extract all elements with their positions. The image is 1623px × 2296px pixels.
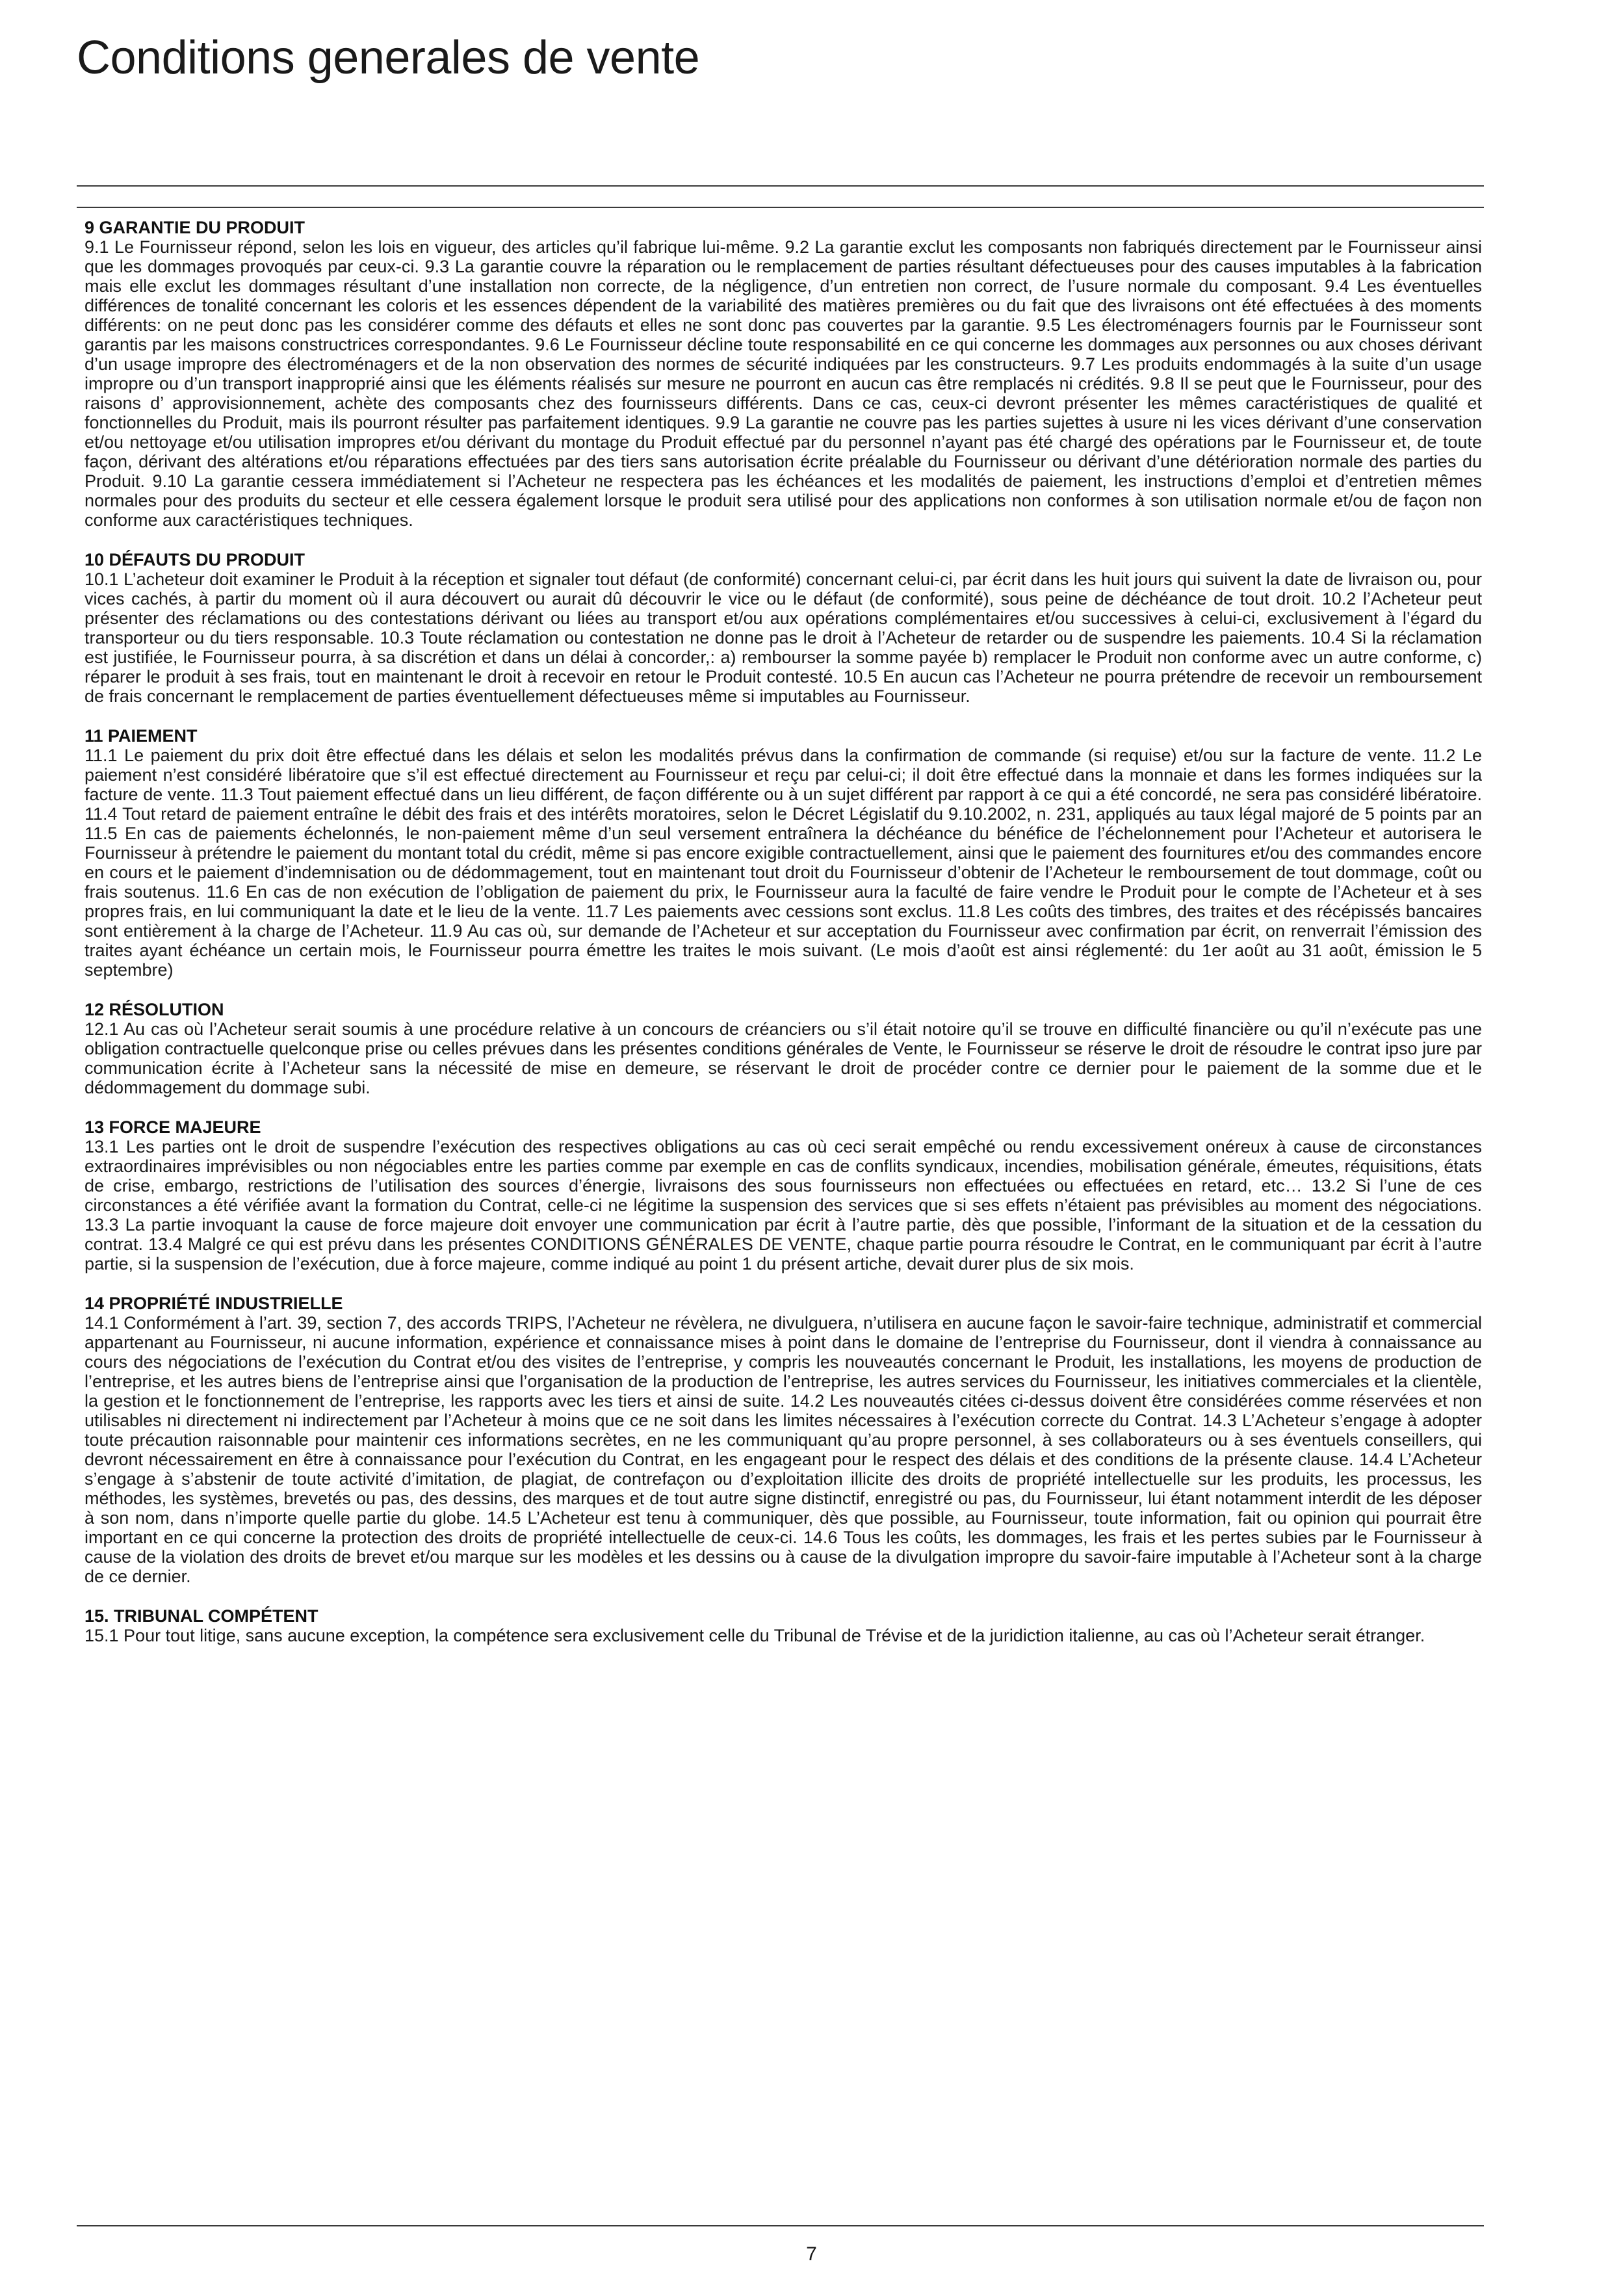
footer-divider — [77, 2225, 1484, 2226]
section-paiement — [84, 726, 1482, 980]
section-heading: 14 PROPRIÉTÉ INDUSTRIELLE — [84, 1294, 343, 1313]
section-heading: 12 RÉSOLUTION — [84, 1000, 224, 1019]
section-heading: 11 PAIEMENT — [84, 726, 198, 746]
page-title: Conditions generales de vente — [77, 32, 700, 84]
page-number: 7 — [806, 2243, 817, 2265]
section-heading: 10 DÉFAUTS DU PRODUIT — [84, 550, 305, 569]
section-propriete-industrielle — [84, 1294, 1482, 1586]
section-heading: 13 FORCE MAJEURE — [84, 1117, 261, 1137]
header-divider-bottom — [77, 207, 1484, 208]
section-heading: 9 GARANTIE DU PRODUIT — [84, 218, 305, 237]
section-garantie-du-produit — [84, 218, 1482, 530]
section-heading: 15. TRIBUNAL COMPÉTENT — [84, 1606, 318, 1626]
section-text: 11.1 Le paiement du prix doit être effectué dans les délais et selon les modalités prévus dans la confirmation de commande (si requise) et/ou sur la facture de vente. 11.2 Le paiement n’est considéré libératoire que s’il est effectué directement au Fournisseur et reçu par celui-ci; il doit être effectué dans la monnaie et dans les formes indiquées sur la facture de vente. 11.3 Tout paiement effectué dans un lieu différent, de façon différente ou à un sujet différent par rapport à ce qui a été concordé, ne sera pas considéré libératoire. 11.4 Tout retard de paiement entraîne le débit des frais et des intérêts moratoires, selon le Décret Législatif du 9.10.2002, n. 231, appliqués au taux légal majoré de 5 points par an 11.5 En cas de paiements échelonnés, le non-paiement même d’un seul versement entraînera la déchéance du bénéfice de l’échelonnement pour l’Acheteur et autorisera le Fournisseur à prétendre le paiement du montant total du crédit, même si pas encore exigible contractuellement, ainsi que le paiement des fournitures et/ou des commandes encore en cours et le paiement d’indemnisation ou de dédommagement, tout en maintenant tout droit du Fournisseur d’obtenir de l’Acheteur le remboursement de tout dommage, coût ou frais soutenus. 11.6 En cas de non exécution de l’obligation de paiement du prix, le Fournisseur aura la faculté de faire vendre le Produit pour le compte de l’Acheteur et à ses propres frais, en lui communiquant la date et le lieu de la vente. 11.7 Les paiements avec cessions sont exclus. 11.8 Les coûts des timbres, des traites et des récépissés bancaires sont entièrement à la charge de l’Acheteur. 11.9 Au cas où, sur demande de l’Acheteur et sur acceptation du Fournisseur avec confirmation par écrit, on renverrait l’émission des traites ayant échéance un certain mois, le Fournisseur pourra émettre les traites le mois suivant. (Le mois d’août est ainsi réglementé: du 1er août au 31 août, émission le 5 septembre) — [84, 746, 1482, 980]
section-defauts-du-produit — [84, 550, 1482, 706]
section-tribunal-competent — [84, 1606, 1482, 1645]
header-divider-top — [77, 185, 1484, 187]
section-text: 15.1 Pour tout litige, sans aucune exception, la compétence sera exclusivement celle du Tribunal de Trévise et de la juridiction italienne, au cas où l’Acheteur serait étranger. — [84, 1626, 1425, 1645]
section-text: 12.1 Au cas où l’Acheteur serait soumis à une procédure relative à un concours de créanciers ou s’il était notoire qu’il se trouve en difficulté financière ou qu’il n’exécute pas une obligation contractuelle quelconque prise ou celles prévues dans les présentes conditions générales de Vente, le Fournisseur se réserve le droit de résoudre le contrat ipso jure par communication écrite à l’Acheteur sans la nécessité de mise en demeure, se réservant le droit de procéder contre ce dernier pour le paiement de la somme due et le dédommagement du dommage subi. — [84, 1019, 1482, 1097]
section-text: 10.1 L’acheteur doit examiner le Produit à la réception et signaler tout défaut (de conformité) concernant celui-ci, par écrit dans les huit jours qui suivent la date de livraison ou, pour vices cachés, à partir du moment où il aura découvert ou aurait dû découvrir le vice ou le défaut (de conformité), sous peine de déchéance de tout droit. 10.2 l’Acheteur peut présenter des réclamations ou des contestations dérivant ou liées au transport et/ou aux opérations complémentaires et/ou successives à celui-ci, exclusivement à l’égard du transporteur ou du tiers responsable. 10.3 Toute réclamation ou contestation ne donne pas le droit à l’Acheteur de retarder ou de suspendre les paiements. 10.4 Si la réclamation est justifiée, le Fournisseur pourra, à sa discrétion et dans un délai à concorder,: a) rembourser la somme payée b) remplacer le Produit non conforme avec un autre conforme, c) réparer le produit à ses frais, tout en maintenant le droit à recevoir en retour le Produit contesté. 10.5 En aucun cas l’Acheteur ne pourra prétendre de recevoir un remboursement de frais concernant le remplacement de parties éventuellement défectueuses même si imputables au Fournisseur. — [84, 569, 1482, 706]
section-text: 9.1 Le Fournisseur répond, selon les lois en vigueur, des articles qu’il fabrique lui-même. 9.2 La garantie exclut les composants non fabriqués directement par le Fournisseur ainsi que les dommages provoqués par ceux-ci. 9.3 La garantie couvre la réparation ou le remplacement de parties résultant défectueuses pour des causes imputables à la fabrication mais elle exclut les dommages résultant d’une installation non correcte, de la négligence, d’un entretien non correct, de l’usure normale du composant. 9.4 Les éventuelles différences de tonalité concernant les coloris et les essences dépendent de la variabilité des matières premières ou du fait que des livraisons ont été effectuées à des moments différents: on ne peut donc pas les considérer comme des défauts et elles ne sont donc pas couvertes par la garantie. 9.5 Les électroménagers fournis par le Fournisseur sont garantis par les maisons constructrices correspondantes. 9.6 Le Fournisseur décline toute responsabilité en ce qui concerne les dommages aux personnes ou aux choses dérivant d’un usage impropre des électroménagers et de la non observation des normes de sécurité indiquées par les constructeurs. 9.7 Les produits endommagés à la suite d’un usage impropre ou d’un transport inapproprié ainsi que les éléments réalisés sur mesure ne pourront en aucun cas être remplacés ni crédités. 9.8 Il se peut que le Fournisseur, pour des raisons d’ approvisionnement, achète des composants chez des fournisseurs différents. Dans ce cas, ceux-ci devront présenter les mêmes caractéristiques de qualité et fonctionnelles du Produit, mais ils pourront résulter pas parfaitement identiques. 9.9 La garantie ne couvre pas les parties sujettes à usure ni les vices dérivant d’une conservation et/ou nettoyage et/ou utilisation impropres et/ou dérivant du montage du Produit effectué par du personnel n’ayant pas été chargé des opérations par le Fournisseur et, de toute façon, dérivant des altérations et/ou réparations effectuées par des tiers sans autorisation écrite préalable du Fournisseur ou dérivant d’une détérioration normale des parties du Produit. 9.10 La garantie cessera immédiatement si l’Acheteur ne respectera pas les échéances et les modalités de paiement, les instructions d’emploi et d’entretien mêmes normales pour des produits du secteur et elle cessera également lorsque le produit sera utilisé pour des applications non conformes à son utilisation normale et/ou de façon non conforme aux caractéristiques techniques. — [84, 237, 1482, 530]
section-text: 14.1 Conformément à l’art. 39, section 7, des accords TRIPS, l’Acheteur ne révèlera, ne divulguera, n’utilisera en aucune façon le savoir-faire technique, administratif et commercial appartenant au Fournisseur, ni aucune information, expérience et connaissance mises à point dans le domaine de l’entreprise du Fournisseur, dont il viendra à connaissance au cours des négociations de l’exécution du Contrat et/ou des visites de l’entreprise, y compris les nouveautés concernant le Produit, les installations, les moyens de production de l’entreprise, et les autres biens de l’entreprise ainsi que l’organisation de la production de l’entreprise, les autres services du Fournisseur, les initiatives commerciales et la clientèle, la gestion et le fonctionnement de l’entreprise, les rapports avec les tiers et ainsi de suite. 14.2 Les nouveautés citées ci-dessus doivent être considérées comme réservées et non utilisables ni directement ni indirectement par l’Acheteur à moins que ce ne soit dans les limites nécessaires à l’exécution correcte du Contrat. 14.3 L’Acheteur s’engage à adopter toute précaution raisonnable pour maintenir ces informations secrètes, en ne les communiquant qu’au propre personnel, à ses collaborateurs ou à ses éventuels conseillers, qui devront nécessairement en être à connaissance pour l’exécution du Contrat, en les engageant pour le respect des délais et des conditions de la présente clause. 14.4 L’Acheteur s’engage à s’abstenir de toute activité d’imitation, de plagiat, de contrefaçon ou d’exploitation illicite des droits de propriété intellectuelle sur les produits, les processus, les méthodes, les systèmes, brevetés ou pas, des dessins, des marques et de tout autre signe distinctif, enregistré ou pas, du Fournisseur, lui étant notamment interdit de les déposer à son nom, dans n’importe quelle partie du globe. 14.5 L’Acheteur est tenu à communiquer, dès que possible, au Fournisseur, toute information, fait ou opinion qui pourrait être important en ce qui concerne la protection des droits de propriété intellectuelle de ceux-ci. 14.6 Tous les coûts, les dommages, les frais et les pertes subies par le Fournisseur à cause de la violation des droits de brevet et/ou marque sur les modèles et les dessins ou à cause de la divulgation impropre du savoir-faire imputable à l’Acheteur sont à la charge de ce dernier. — [84, 1313, 1482, 1586]
section-resolution — [84, 1000, 1482, 1097]
section-force-majeure — [84, 1117, 1482, 1273]
document-body — [84, 218, 1482, 2207]
section-text: 13.1 Les parties ont le droit de suspendre l’exécution des respectives obligations au cas où ceci serait empêché ou rendu excessivement onéreux à cause de circonstances extraordinaires imprévisibles ou non négociables entre les parties comme par exemple en cas de conflits syndicaux, incendies, mobilisation générale, émeutes, réquisitions, états de crise, embargo, restrictions de l’utilisation des sources d’énergie, livraisons des sous fournisseurs non effectuées ou effectuées en retard, etc… 13.2 Si l’une de ces circonstances a été vérifiée avant la formation du Contrat, celle-ci ne légitime la suspension des services que si ses effets n’étaient pas prévisibles au moment des négociations. 13.3 La partie invoquant la cause de force majeure doit envoyer une communication par écrit à l’autre partie, dès que possible, l’informant de la situation et de la cessation du contrat. 13.4 Malgré ce qui est prévu dans les présentes CONDITIONS GÉNÉRALES DE VENTE, chaque partie pourra résoudre le Contrat, en le communiquant par écrit à l’autre partie, si la suspension de l’exécution, due à force majeure, comme indiqué au point 1 du présent artiche, devait durer plus de six mois. — [84, 1137, 1482, 1273]
